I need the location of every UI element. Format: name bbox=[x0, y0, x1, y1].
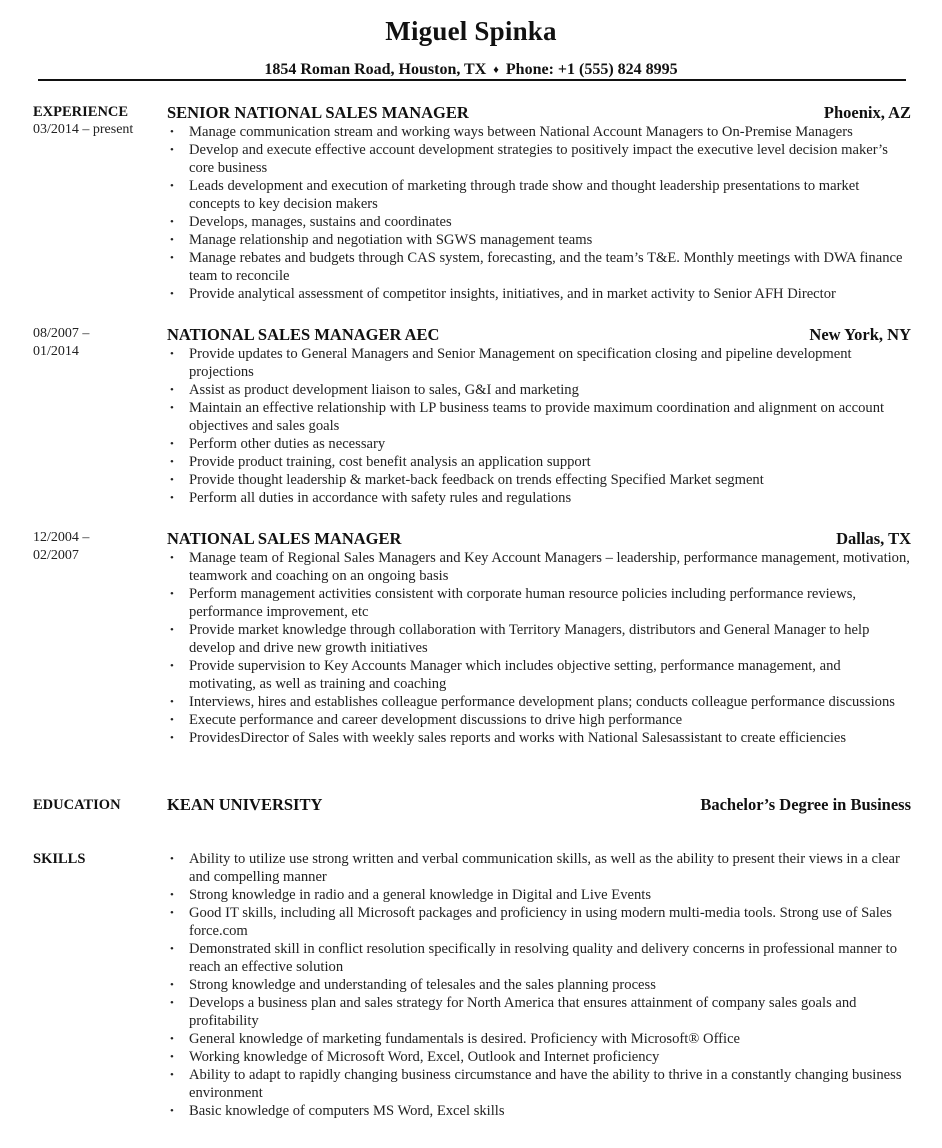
list-item: • Perform management activities consistent with corporate human resource policies including performance reviews, performance improvement, etc bbox=[167, 585, 911, 621]
list-item: • Basic knowledge of computers MS Word, Excel skills bbox=[167, 1102, 911, 1120]
candidate-name: Miguel Spinka bbox=[385, 16, 557, 46]
job-location: Dallas, TX bbox=[836, 529, 911, 548]
list-item: • General knowledge of marketing fundamentals is desired. Proficiency with Microsoft® Office bbox=[167, 1030, 911, 1048]
job-bullets bbox=[167, 345, 911, 507]
skills-section bbox=[33, 850, 911, 1120]
list-item: • Demonstrated skill in conflict resolution specifically in resolving quality and delivery concerns in professional manner to reach an effective solution bbox=[167, 940, 911, 976]
section-label-education: EDUCATION bbox=[33, 797, 121, 813]
list-item: • Develops a business plan and sales strategy for North America that ensures attainment of company sales goals and profitability bbox=[167, 994, 911, 1030]
job-dates: 08/2007 – 01/2014 bbox=[33, 326, 90, 359]
list-item: • Develop and execute effective account development strategies to positively impact the executive level decision maker’s core business bbox=[167, 141, 911, 177]
list-item: • Perform other duties as necessary bbox=[167, 435, 911, 453]
section-label-skills: SKILLS bbox=[33, 851, 86, 867]
list-item: • Perform all duties in accordance with safety rules and regulations bbox=[167, 489, 911, 507]
job-bullets bbox=[167, 123, 911, 303]
list-item: • Manage team of Regional Sales Managers and Key Account Managers – leadership, performance management, motivation, teamwork and coaching on an ongoing basis bbox=[167, 549, 911, 585]
header-divider bbox=[38, 79, 906, 81]
list-item: • Manage communication stream and working ways between National Account Managers to On-Premise Managers bbox=[167, 123, 911, 141]
list-item: • Interviews, hires and establishes colleague performance development plans; conducts colleague performance discussions bbox=[167, 693, 911, 711]
skills-list bbox=[167, 850, 911, 1120]
job-bullets bbox=[167, 549, 911, 747]
list-item: • Provide thought leadership & market-back feedback on trends effecting Specified Market segment bbox=[167, 471, 911, 489]
job-title: NATIONAL SALES MANAGER AEC bbox=[167, 325, 440, 344]
list-item: • Ability to adapt to rapidly changing business circumstance and have the ability to thrive in a constantly changing business environment bbox=[167, 1066, 911, 1102]
section-label-experience: EXPERIENCE bbox=[33, 104, 129, 120]
list-item: • Provide analytical assessment of competitor insights, initiatives, and in market activity to Senior AFH Director bbox=[167, 285, 911, 303]
job-location: New York, NY bbox=[809, 325, 911, 344]
list-item: • Strong knowledge in radio and a general knowledge in Digital and Live Events bbox=[167, 886, 911, 904]
experience-job-1 bbox=[33, 103, 911, 303]
list-item: • Good IT skills, including all Microsoft packages and proficiency in using modern multi-media tools. Strong use of Sales force.com bbox=[167, 904, 911, 940]
phone: Phone: +1 (555) 824 8995 bbox=[505, 61, 678, 78]
address: 1854 Roman Road, Houston, TX bbox=[264, 61, 487, 78]
list-item: • Manage relationship and negotiation with SGWS management teams bbox=[167, 231, 911, 249]
education-section bbox=[33, 795, 911, 815]
list-item: • Provide supervision to Key Accounts Manager which includes objective setting, performance management, and motivating, as well as training and coaching bbox=[167, 657, 911, 693]
degree: Bachelor’s Degree in Business bbox=[700, 795, 911, 814]
job-title: SENIOR NATIONAL SALES MANAGER bbox=[167, 103, 469, 122]
list-item: • ProvidesDirector of Sales with weekly sales reports and works with National Salesassistant to create efficiencies bbox=[167, 729, 911, 747]
experience-job-2 bbox=[33, 325, 911, 507]
school-name: KEAN UNIVERSITY bbox=[167, 795, 323, 814]
job-dates: 03/2014 – present bbox=[33, 122, 134, 137]
job-location: Phoenix, AZ bbox=[823, 103, 911, 122]
list-item: • Ability to utilize use strong written and verbal communication skills, as well as the ability to present their views in a clear and compelling manner bbox=[167, 850, 911, 886]
list-item: • Provide updates to General Managers and Senior Management on specification closing and pipeline development projections bbox=[167, 345, 911, 381]
list-item: • Execute performance and career development discussions to drive high performance bbox=[167, 711, 911, 729]
list-item: • Maintain an effective relationship with LP business teams to provide maximum coordination and alignment on account objectives and sales goals bbox=[167, 399, 911, 435]
job-dates: 12/2004 – 02/2007 bbox=[33, 530, 90, 563]
list-item: • Leads development and execution of marketing through trade show and thought leadership presentations to market concepts to key decision makers bbox=[167, 177, 911, 213]
list-item: • Assist as product development liaison to sales, G&I and marketing bbox=[167, 381, 911, 399]
diamond-separator-icon: ♦ bbox=[493, 64, 499, 76]
list-item: • Working knowledge of Microsoft Word, Excel, Outlook and Internet proficiency bbox=[167, 1048, 911, 1066]
list-item: • Develops, manages, sustains and coordinates bbox=[167, 213, 911, 231]
job-title: NATIONAL SALES MANAGER bbox=[167, 529, 402, 548]
list-item: • Manage rebates and budgets through CAS system, forecasting, and the team’s T&E. Monthly meetings with DWA finance team to reconcile bbox=[167, 249, 911, 285]
list-item: • Provide product training, cost benefit analysis an application support bbox=[167, 453, 911, 471]
experience-job-3 bbox=[33, 529, 911, 747]
contact-line bbox=[0, 60, 942, 81]
list-item: • Strong knowledge and understanding of telesales and the sales planning process bbox=[167, 976, 911, 994]
list-item: • Provide market knowledge through collaboration with Territory Managers, distributors and General Manager to help develop and drive new growth initiatives bbox=[167, 621, 911, 657]
